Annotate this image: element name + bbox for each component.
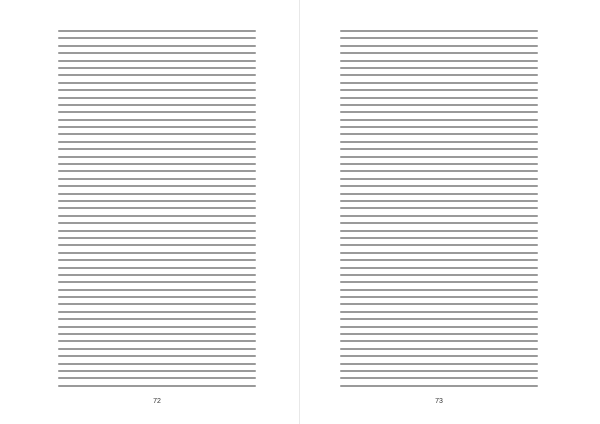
text-line — [58, 82, 256, 84]
text-line — [58, 111, 256, 113]
text-line — [340, 52, 538, 54]
text-line — [58, 141, 256, 143]
text-line — [58, 119, 256, 121]
text-line — [340, 355, 538, 357]
text-line — [340, 97, 538, 99]
text-line — [58, 303, 256, 305]
text-line — [340, 215, 538, 217]
text-line — [340, 74, 538, 76]
text-line — [58, 156, 256, 158]
text-line — [340, 289, 538, 291]
text-line — [340, 200, 538, 202]
text-line — [340, 377, 538, 379]
text-line — [340, 119, 538, 121]
text-line — [58, 67, 256, 69]
text-line — [58, 126, 256, 128]
text-line — [58, 355, 256, 357]
text-line — [58, 296, 256, 298]
text-line — [340, 45, 538, 47]
text-line — [340, 311, 538, 313]
text-column — [58, 30, 256, 392]
text-line — [58, 74, 256, 76]
text-line — [58, 200, 256, 202]
text-line — [58, 230, 256, 232]
text-line — [340, 281, 538, 283]
text-line — [340, 207, 538, 209]
text-line — [58, 259, 256, 261]
text-line — [58, 377, 256, 379]
text-line — [340, 363, 538, 365]
text-line — [58, 89, 256, 91]
text-line — [340, 348, 538, 350]
text-line — [58, 178, 256, 180]
text-line — [340, 170, 538, 172]
text-line — [340, 156, 538, 158]
text-column — [340, 30, 538, 392]
text-line — [58, 163, 256, 165]
text-line — [58, 333, 256, 335]
text-line — [340, 237, 538, 239]
text-line — [58, 244, 256, 246]
text-line — [340, 111, 538, 113]
text-line — [340, 163, 538, 165]
text-line — [58, 104, 256, 106]
text-line — [58, 237, 256, 239]
text-line — [58, 222, 256, 224]
text-line — [340, 193, 538, 195]
text-line — [58, 311, 256, 313]
text-line — [58, 252, 256, 254]
text-line — [340, 244, 538, 246]
text-line — [58, 274, 256, 276]
text-line — [340, 252, 538, 254]
text-line — [340, 326, 538, 328]
right-page — [300, 0, 600, 424]
text-line — [58, 185, 256, 187]
text-line — [58, 30, 256, 32]
text-line — [58, 348, 256, 350]
text-line — [340, 67, 538, 69]
text-line — [340, 303, 538, 305]
text-line — [58, 52, 256, 54]
text-line — [58, 370, 256, 372]
text-line — [340, 385, 538, 387]
text-line — [340, 267, 538, 269]
text-line — [58, 170, 256, 172]
text-line — [340, 259, 538, 261]
text-line — [58, 340, 256, 342]
text-line — [58, 148, 256, 150]
text-line — [340, 230, 538, 232]
page-number: 72 — [153, 398, 161, 405]
text-line — [340, 141, 538, 143]
text-line — [58, 215, 256, 217]
text-line — [58, 97, 256, 99]
text-line — [58, 363, 256, 365]
text-line — [58, 326, 256, 328]
text-line — [340, 60, 538, 62]
text-line — [340, 37, 538, 39]
text-line — [340, 133, 538, 135]
text-line — [340, 30, 538, 32]
text-line — [340, 318, 538, 320]
text-line — [340, 178, 538, 180]
text-line — [340, 340, 538, 342]
page-number: 73 — [435, 398, 443, 405]
text-line — [340, 104, 538, 106]
text-line — [58, 385, 256, 387]
text-line — [340, 222, 538, 224]
text-line — [58, 318, 256, 320]
text-line — [340, 82, 538, 84]
text-line — [340, 296, 538, 298]
text-line — [58, 193, 256, 195]
text-line — [58, 37, 256, 39]
text-line — [58, 133, 256, 135]
text-line — [340, 89, 538, 91]
text-line — [340, 185, 538, 187]
text-line — [58, 289, 256, 291]
text-line — [340, 274, 538, 276]
text-line — [340, 333, 538, 335]
text-line — [340, 148, 538, 150]
text-line — [340, 370, 538, 372]
text-line — [58, 45, 256, 47]
text-line — [58, 267, 256, 269]
text-line — [58, 207, 256, 209]
text-line — [340, 126, 538, 128]
text-line — [58, 281, 256, 283]
text-line — [58, 60, 256, 62]
